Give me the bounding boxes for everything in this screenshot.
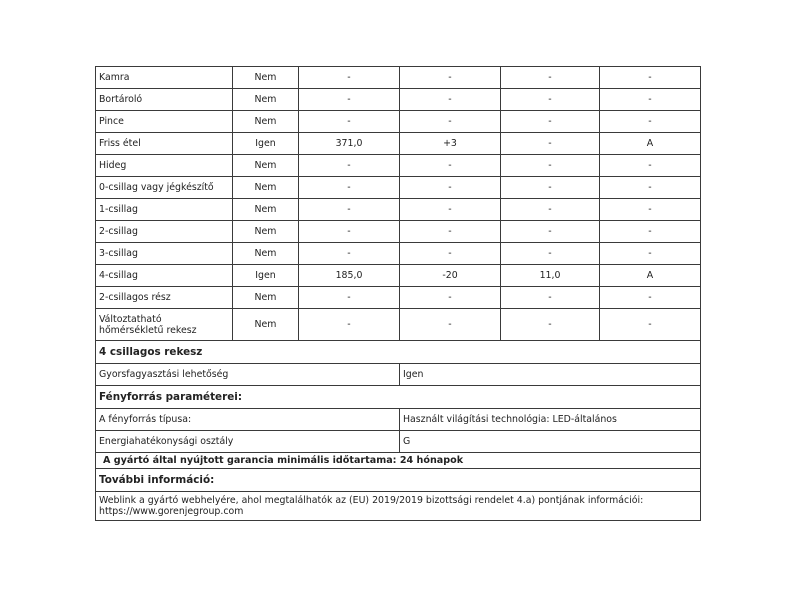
compartment-row <box>96 243 701 265</box>
compartment-name: Pince <box>96 111 233 133</box>
compartment-capacity: 11,0 <box>501 265 600 287</box>
energy-class-row <box>96 431 701 453</box>
compartment-capacity: - <box>501 155 600 177</box>
compartment-present: Igen <box>233 133 299 155</box>
compartment-volume: - <box>299 89 400 111</box>
compartment-temp: - <box>400 177 501 199</box>
compartment-capacity: - <box>501 89 600 111</box>
compartment-present: Nem <box>233 199 299 221</box>
compartment-class: - <box>600 287 701 309</box>
compartment-name: 1-csillag <box>96 199 233 221</box>
compartment-capacity: - <box>501 177 600 199</box>
compartment-present: Nem <box>233 221 299 243</box>
energy-class-label: Energiahatékonysági osztály <box>96 431 400 453</box>
compartment-row <box>96 89 701 111</box>
compartment-name: 2-csillagos rész <box>96 287 233 309</box>
compartment-name: Hideg <box>96 155 233 177</box>
compartment-class: - <box>600 67 701 89</box>
compartment-temp: - <box>400 199 501 221</box>
compartment-volume: - <box>299 287 400 309</box>
compartment-class: - <box>600 243 701 265</box>
compartment-row <box>96 177 701 199</box>
compartment-temp: - <box>400 287 501 309</box>
compartment-volume: 371,0 <box>299 133 400 155</box>
compartment-row <box>96 155 701 177</box>
compartment-volume: - <box>299 199 400 221</box>
section-header-row <box>96 341 701 364</box>
compartment-class: A <box>600 265 701 287</box>
four-star-heading: 4 csillagos rekesz <box>96 341 701 364</box>
compartment-temp: -20 <box>400 265 501 287</box>
compartment-row <box>96 287 701 309</box>
compartment-name: Bortároló <box>96 89 233 111</box>
compartment-temp: - <box>400 243 501 265</box>
compartment-volume: - <box>299 221 400 243</box>
compartment-name: 0-csillag vagy jégkészítő <box>96 177 233 199</box>
compartment-class: - <box>600 309 701 341</box>
compartment-class: - <box>600 155 701 177</box>
compartment-class: - <box>600 199 701 221</box>
compartment-volume: - <box>299 243 400 265</box>
compartment-class: - <box>600 177 701 199</box>
compartment-row <box>96 221 701 243</box>
light-type-label: A fényforrás típusa: <box>96 409 400 431</box>
compartment-volume: - <box>299 177 400 199</box>
compartment-name: Friss étel <box>96 133 233 155</box>
compartment-present: Nem <box>233 111 299 133</box>
section-header-row <box>96 469 701 492</box>
compartment-present: Igen <box>233 265 299 287</box>
product-info-table <box>95 66 701 521</box>
compartment-name: 3-csillag <box>96 243 233 265</box>
compartment-temp: - <box>400 89 501 111</box>
compartment-present: Nem <box>233 309 299 341</box>
compartment-capacity: - <box>501 133 600 155</box>
more-info-row <box>96 492 701 521</box>
fast-freeze-row <box>96 364 701 386</box>
more-info-text-line1: Weblink a gyártó webhelyére, ahol megtalálhatók az (EU) 2019/2019 bizottsági rendelet 4.a) pontjának információi: <box>99 495 644 506</box>
compartment-present: Nem <box>233 287 299 309</box>
compartment-name: 4-csillag <box>96 265 233 287</box>
compartment-volume: - <box>299 111 400 133</box>
compartment-capacity: - <box>501 243 600 265</box>
warranty-text: A gyártó által nyújtott garancia minimális időtartama: 24 hónapok <box>96 453 701 469</box>
energy-class-value: G <box>400 431 701 453</box>
compartment-name: Kamra <box>96 67 233 89</box>
compartment-class: - <box>600 111 701 133</box>
compartment-temp: - <box>400 309 501 341</box>
compartment-temp: - <box>400 111 501 133</box>
fast-freeze-value: Igen <box>400 364 701 386</box>
compartment-name: Változtatható hőmérsékletű rekesz <box>96 309 233 341</box>
compartment-row <box>96 199 701 221</box>
compartment-row <box>96 309 701 341</box>
warranty-row <box>96 453 701 469</box>
fast-freeze-label: Gyorsfagyasztási lehetőség <box>96 364 400 386</box>
compartment-capacity: - <box>501 67 600 89</box>
compartment-capacity: - <box>501 199 600 221</box>
compartment-capacity: - <box>501 221 600 243</box>
compartment-row <box>96 67 701 89</box>
compartment-capacity: - <box>501 309 600 341</box>
compartment-volume: - <box>299 155 400 177</box>
compartment-temp: - <box>400 67 501 89</box>
compartment-present: Nem <box>233 177 299 199</box>
compartment-volume: - <box>299 309 400 341</box>
more-info-url[interactable]: https://www.gorenjegroup.com <box>99 506 244 517</box>
compartment-class: - <box>600 221 701 243</box>
compartment-row <box>96 133 701 155</box>
compartment-volume: - <box>299 67 400 89</box>
compartment-row <box>96 265 701 287</box>
light-heading: Fényforrás paraméterei: <box>96 386 701 409</box>
compartment-volume: 185,0 <box>299 265 400 287</box>
more-info-heading: További információ: <box>96 469 701 492</box>
section-header-row <box>96 386 701 409</box>
compartment-capacity: - <box>501 111 600 133</box>
compartment-temp: - <box>400 155 501 177</box>
light-type-value: Használt világítási technológia: LED-általános <box>400 409 701 431</box>
light-type-row <box>96 409 701 431</box>
compartments-body <box>96 67 701 521</box>
compartment-present: Nem <box>233 155 299 177</box>
more-info-cell <box>96 492 701 521</box>
compartment-class: - <box>600 89 701 111</box>
compartment-present: Nem <box>233 67 299 89</box>
compartment-present: Nem <box>233 89 299 111</box>
compartment-present: Nem <box>233 243 299 265</box>
compartment-temp: - <box>400 221 501 243</box>
compartment-capacity: - <box>501 287 600 309</box>
compartment-name: 2-csillag <box>96 221 233 243</box>
compartment-row <box>96 111 701 133</box>
compartment-temp: +3 <box>400 133 501 155</box>
compartment-class: A <box>600 133 701 155</box>
